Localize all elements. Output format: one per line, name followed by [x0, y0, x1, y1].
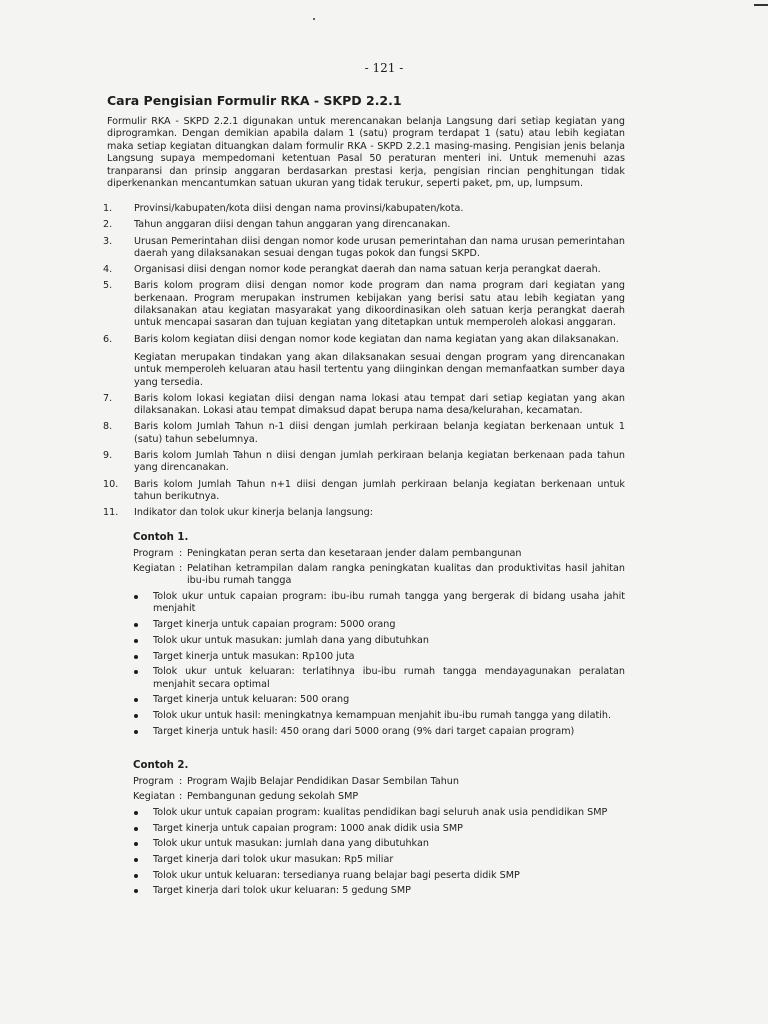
list-item-text: Baris kolom Jumlah Tahun n-1 diisi dengan jumlah perkiraan belanja kegiatan berkenaan untuk 1 (satu) tahun sebelumnya.	[134, 421, 625, 445]
list-item	[103, 203, 625, 215]
list-item-text: Tahun anggaran diisi dengan tahun anggaran yang direncanakan.	[134, 219, 451, 231]
bullet-text: Tolok ukur untuk keluaran: tersedianya ruang belajar bagi peserta didik SMP	[153, 869, 520, 881]
bullet-text: Target kinerja dari tolok ukur masukan: Rp5 miliar	[153, 853, 394, 865]
list-item	[103, 507, 625, 519]
bullet-text: Target kinerja dari tolok ukur keluaran: 5 gedung SMP	[153, 885, 411, 897]
intro-paragraph: Formulir RKA - SKPD 2.2.1 digunakan untuk merencanakan belanja Langsung dari setiap kegiatan yang diprogramkan. Dengan demikian apabila dalam 1 (satu) program terdapat 1 (satu) atau lebih kegiatan maka setiap kegiatan dituangkan dalam formulir RKA - SKPD 2.2.1 masing-masing. Pengisian jenis belanja Langsung supaya mempedomani ketentuan Pasal 50 peraturan menteri ini. Untuk memenuhi azas tranparansi dan prinsip anggaran berdasarkan prestasi kerja, pengisian rincian penghitungan tidak diperkenankan mencantumkan satuan ukuran yang tidak terukur, seperti paket, pm, up, lumpsum.	[107, 116, 625, 190]
list-item	[103, 219, 625, 231]
bullet-item	[133, 619, 625, 631]
bullet-icon	[134, 827, 138, 831]
list-item-number: 1.	[103, 203, 113, 214]
bullet-icon	[134, 639, 138, 643]
example-1	[133, 532, 625, 741]
list-item-number: 10.	[103, 478, 119, 490]
kegiatan-label: Kegiatan	[133, 562, 176, 574]
bullet-icon	[134, 858, 138, 862]
bullet-item	[133, 666, 625, 691]
program-value: Peningkatan peran serta dan kesetaraan jender dalam pembangunan	[187, 548, 522, 560]
kegiatan-value: Pembangunan gedung sekolah SMP	[187, 790, 359, 802]
bullet-item	[133, 807, 625, 819]
indicator-bullet-list	[133, 591, 625, 738]
bullet-icon	[134, 730, 138, 734]
bullet-text: Target kinerja untuk keluaran: 500 orang	[153, 694, 350, 706]
bullet-item	[133, 854, 625, 866]
section-title: Cara Pengisian Formulir RKA - SKPD 2.2.1	[107, 93, 402, 108]
example-title: Contoh 2.	[133, 760, 189, 771]
bullet-item	[133, 726, 625, 738]
list-item-text: Baris kolom kegiatan diisi dengan nomor kode kegiatan dan nama kegiatan yang akan dilaksanakan.	[134, 333, 619, 345]
kegiatan-value: Pelatihan ketrampilan dalam rangka peningkatan kualitas dan produktivitas hasil jahitan ibu-ibu rumah tangga	[187, 562, 625, 586]
list-item	[103, 236, 625, 261]
list-item-subparagraph: Kegiatan merupakan tindakan yang akan dilaksanakan sesuai dengan program yang direncanakan untuk memperoleh keluaran atau hasil tertentu yang diinginkan dengan memanfaatkan sumber daya yang tersedia.	[134, 351, 625, 388]
bullet-icon	[134, 874, 138, 878]
bullet-text: Target kinerja untuk masukan: Rp100 juta	[153, 650, 355, 662]
bullet-icon	[134, 698, 138, 702]
list-item-number: 3.	[103, 235, 113, 247]
bullet-icon	[134, 842, 138, 846]
kegiatan-label: Kegiatan	[133, 790, 176, 802]
colon-separator: :	[179, 776, 183, 788]
colon-separator: :	[179, 562, 183, 574]
list-item-number: 8.	[103, 421, 113, 433]
bullet-item	[133, 823, 625, 835]
list-item-text: Baris kolom Jumlah Tahun n diisi dengan jumlah perkiraan belanja kegiatan berkenaan pada tahun yang direncanakan.	[134, 450, 625, 474]
bullet-text: Tolok ukur untuk masukan: jumlah dana yang dibutuhkan	[153, 634, 429, 646]
list-item	[103, 393, 625, 418]
list-item	[103, 264, 625, 276]
bullet-item	[133, 651, 625, 663]
list-item-number: 6.	[103, 333, 113, 345]
list-item	[103, 450, 625, 475]
list-item	[103, 421, 625, 446]
list-item-text: Urusan Pemerintahan diisi dengan nomor kode urusan pemerintahan dan nama urusan pemerintahan daerah yang dilaksanakan sesuai dengan tugas pokok dan fungsi SKPD.	[134, 235, 625, 259]
bullet-text: Target kinerja untuk capaian program: 5000 orang	[153, 619, 396, 631]
kegiatan-row	[133, 791, 625, 803]
list-item-number: 2.	[103, 219, 113, 231]
bullet-item	[133, 591, 625, 616]
program-label: Program	[133, 548, 174, 560]
instruction-list	[103, 203, 625, 524]
list-item-text: Baris kolom lokasi kegiatan diisi dengan nama lokasi atau tempat dari setiap kegiatan yang akan dilaksanakan. Lokasi atau tempat dimaksud dapat berupa nama desa/kelurahan, kecamatan.	[134, 392, 625, 417]
bullet-text: Tolok ukur untuk capaian program: ibu-ibu rumah tangga yang bergerak di bidang usaha jahit menjahit	[153, 591, 625, 615]
list-item-text: Indikator dan tolok ukur kinerja belanja langsung:	[134, 507, 373, 519]
list-item-number: 4.	[103, 264, 113, 276]
bullet-text: Tolok ukur untuk masukan: jumlah dana yang dibutuhkan	[153, 838, 429, 850]
scan-dot	[313, 18, 315, 20]
bullet-text: Tolok ukur untuk hasil: meningkatnya kemampuan menjahit ibu-ibu rumah tangga yang dilatih.	[153, 709, 612, 721]
bullet-icon	[134, 889, 138, 893]
list-item	[103, 479, 625, 504]
list-item-text: Organisasi diisi dengan nomor kode perangkat daerah dan nama satuan kerja perangkat daerah.	[134, 264, 601, 276]
bullet-icon	[134, 811, 138, 815]
bullet-icon	[134, 655, 138, 659]
bullet-text: Tolok ukur untuk keluaran: terlatihnya ibu-ibu rumah tangga mendayagunakan peralatan menjahit secara optimal	[153, 666, 625, 690]
bullet-item	[133, 694, 625, 706]
list-item-text: Baris kolom program diisi dengan nomor kode program dan nama program dari kegiatan yang berkenaan. Program merupakan instrumen kebijakan yang berisi satu atau lebih kegiatan yang dilaksanakan atau kegiatan masyarakat yang dikoordinasikan oleh satuan kerja perangkat daerah untuk mencapai sasaran dan tujuan kegiatan yang ditetapkan untuk memperoleh alokasi anggaran.	[134, 280, 625, 329]
page-number: - 121 -	[364, 61, 404, 75]
bullet-icon	[134, 623, 138, 627]
bullet-item	[133, 885, 625, 897]
bullet-item	[133, 710, 625, 722]
example-title: Contoh 1.	[133, 532, 189, 543]
program-label: Program	[133, 776, 174, 788]
list-item-number: 7.	[103, 392, 113, 404]
program-value: Program Wajib Belajar Pendidikan Dasar Sembilan Tahun	[187, 776, 459, 788]
scan-edge-mark	[754, 4, 768, 6]
program-row	[133, 776, 625, 788]
bullet-icon	[134, 595, 138, 599]
list-item-number: 5.	[103, 280, 113, 292]
colon-separator: :	[179, 790, 183, 802]
list-item	[103, 334, 625, 389]
bullet-item	[133, 870, 625, 882]
example-2	[133, 760, 625, 901]
program-row	[133, 548, 625, 560]
bullet-item	[133, 635, 625, 647]
colon-separator: :	[179, 548, 183, 560]
bullet-text: Target kinerja untuk hasil: 450 orang dari 5000 orang (9% dari target capaian program)	[153, 725, 575, 737]
indicator-bullet-list	[133, 807, 625, 898]
list-item-number: 9.	[103, 450, 113, 462]
bullet-text: Target kinerja untuk capaian program: 1000 anak didik usia SMP	[153, 822, 463, 834]
list-item	[103, 280, 625, 329]
bullet-icon	[134, 714, 138, 718]
bullet-text: Tolok ukur untuk capaian program: kualitas pendidikan bagi seluruh anak usia pendidikan SMP	[153, 806, 608, 818]
list-item-text: Provinsi/kabupaten/kota diisi dengan nama provinsi/kabupaten/kota.	[134, 203, 464, 214]
kegiatan-row	[133, 563, 625, 588]
list-item-number: 11.	[103, 507, 119, 519]
list-item-text: Baris kolom Jumlah Tahun n+1 diisi dengan jumlah perkiraan belanja kegiatan berkenaan untuk tahun berikutnya.	[134, 478, 625, 502]
bullet-icon	[134, 670, 138, 674]
bullet-item	[133, 838, 625, 850]
